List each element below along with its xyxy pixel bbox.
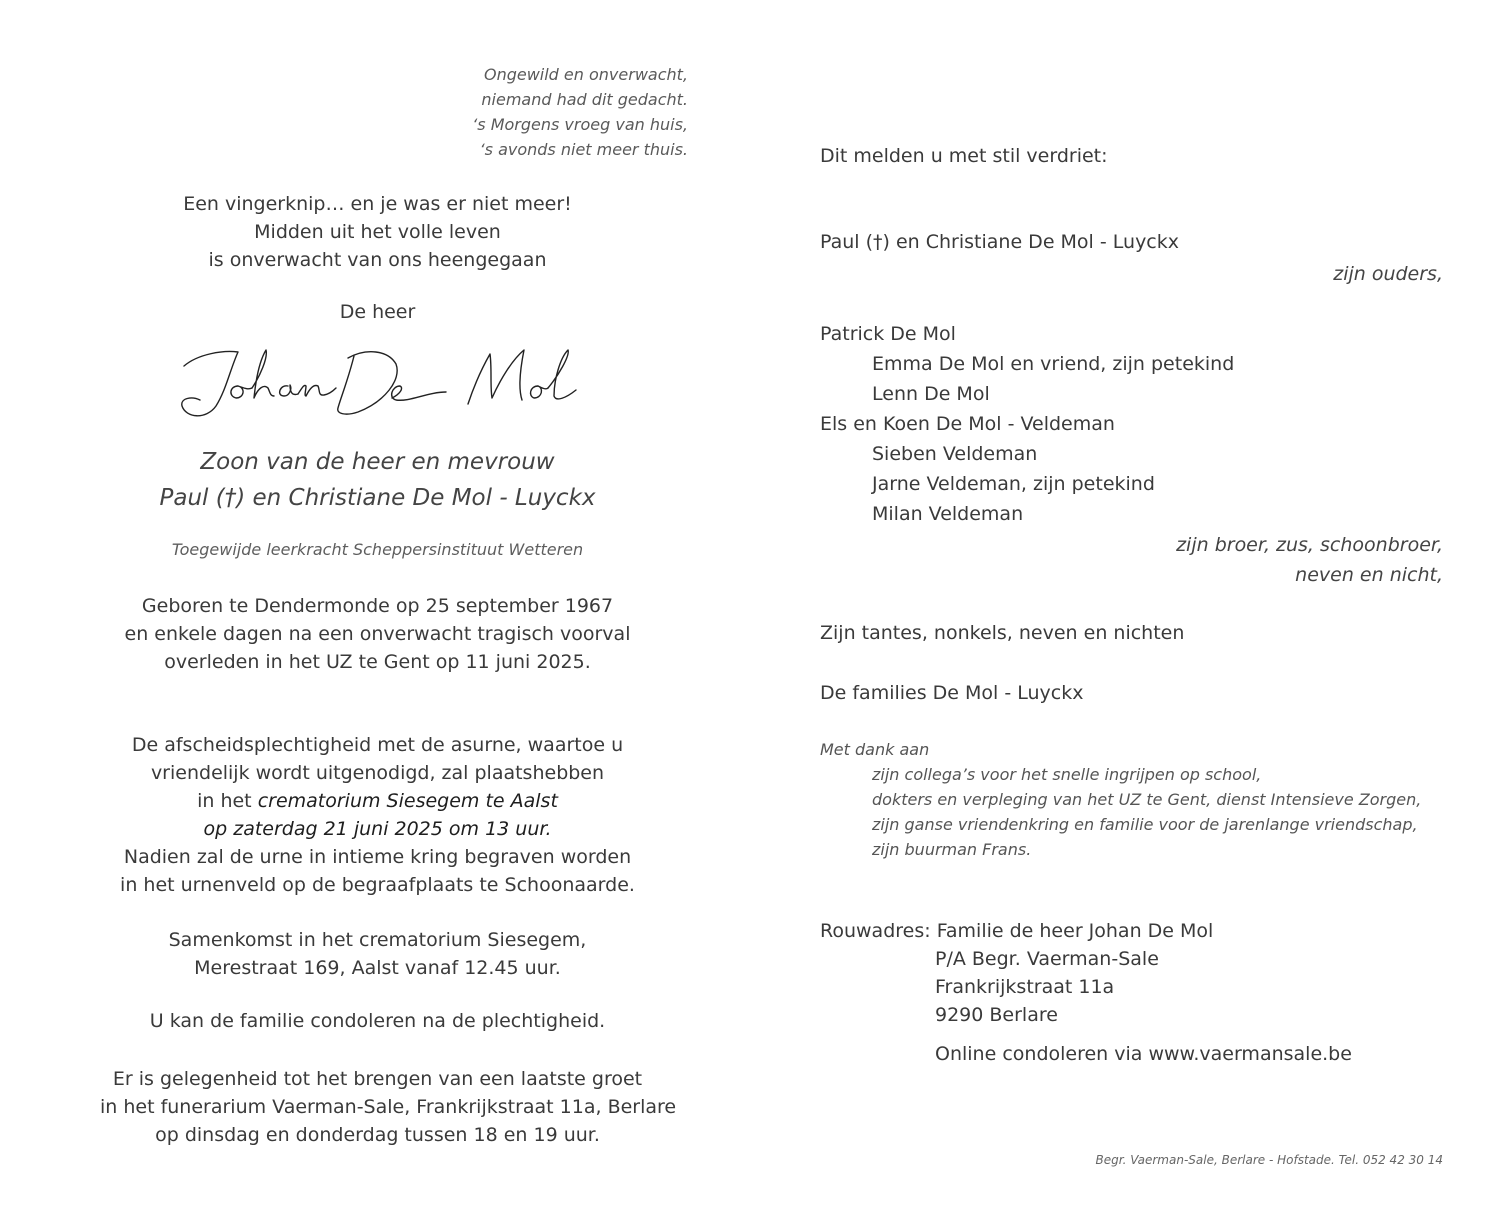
ceremony-line: De afscheidsplechtigheid met de asurne, waartoe u — [131, 734, 624, 756]
poem-line: Ongewild en onverwacht, — [483, 65, 688, 84]
intro-line: Midden uit het volle leven — [254, 221, 501, 243]
sibling-child: Milan Veldeman — [872, 503, 1024, 525]
ceremony-line — [100, 787, 655, 815]
profession: Toegewijde leerkracht Scheppersinstituut Wetteren — [171, 540, 584, 559]
viewing-line: Er is gelegenheid tot het brengen van een laatste groet — [112, 1068, 643, 1090]
gathering-info — [100, 926, 655, 982]
parents-relation: zijn ouders, — [1333, 263, 1443, 285]
address-line — [820, 917, 1213, 945]
ceremony-place: crematorium Siesegem te Aalst — [257, 790, 558, 812]
intro-line: is onverwacht van ons heengegaan — [208, 249, 547, 271]
ceremony-line: in het urnenveld op de begraafplaats te Schoonaarde. — [120, 874, 635, 896]
condolence-note: U kan de familie condoleren na de plechtigheid. — [149, 1010, 606, 1032]
sibling-child: Lenn De Mol — [872, 383, 990, 405]
birth-line: Geboren te Dendermonde op 25 september 1967 — [141, 595, 614, 617]
thanks-item: dokters en verpleging van het UZ te Gent, dienst Intensieve Zorgen, — [872, 790, 1422, 809]
extended-family: Zijn tantes, nonkels, neven en nichten — [820, 622, 1185, 644]
siblings-relation — [820, 530, 1443, 590]
birth-death — [100, 592, 655, 676]
thanks-heading: Met dank aan — [820, 740, 930, 759]
viewing-info — [100, 1065, 677, 1149]
sibling-child: Emma De Mol en vriend, zijn petekind — [872, 353, 1235, 375]
opening-poem — [380, 62, 688, 162]
salutation: De heer — [339, 301, 416, 323]
viewing-line: in het funerarium Vaerman-Sale, Frankrijkstraat 11a, Berlare — [100, 1096, 677, 1118]
intro-line: Een vingerknip… en je was er niet meer! — [183, 193, 572, 215]
son-of-line: Paul (†) en Christiane De Mol - Luyckx — [159, 485, 596, 511]
thanks-item: zijn buurman Frans. — [872, 840, 1032, 859]
ceremony-line: Nadien zal de urne in intieme kring begraven worden — [123, 846, 632, 868]
sibling-name: Patrick De Mol — [820, 323, 956, 345]
address-label: Rouwadres: — [820, 920, 931, 942]
relation-line: neven en nicht, — [1295, 564, 1443, 586]
address-line: Frankrijkstraat 11a — [935, 976, 1115, 998]
sibling-child: Sieben Veldeman — [872, 443, 1038, 465]
thanks-section — [820, 737, 1421, 862]
viewing-line: op dinsdag en donderdag tussen 18 en 19 uur. — [155, 1124, 600, 1146]
son-of — [100, 444, 655, 516]
address-recipient: Familie de heer Johan De Mol — [936, 920, 1214, 942]
poem-line: ‘s Morgens vroeg van huis, — [472, 115, 688, 134]
poem-line: ‘s avonds niet meer thuis. — [479, 140, 688, 159]
online-condolence: Online condoleren via www.vaermansale.be — [935, 1043, 1352, 1065]
thanks-item: zijn collega’s voor het snelle ingrijpen op school, — [872, 765, 1262, 784]
announcement: Dit melden u met stil verdriet: — [820, 145, 1108, 167]
address-line: P/A Begr. Vaerman-Sale — [935, 948, 1159, 970]
thanks-item: zijn ganse vriendenkring en familie voor de jarenlange vriendschap, — [872, 815, 1418, 834]
ceremony-info — [100, 731, 655, 899]
birth-line: overleden in het UZ te Gent op 11 juni 2025. — [164, 651, 591, 673]
gathering-line: Samenkomst in het crematorium Siesegem, — [168, 929, 587, 951]
intro-text — [100, 190, 655, 274]
sibling-child: Jarne Veldeman, zijn petekind — [872, 473, 1155, 495]
families: De families De Mol - Luyckx — [820, 682, 1084, 704]
address-line: 9290 Berlare — [935, 1004, 1058, 1026]
poem-line: niemand had dit gedacht. — [481, 90, 688, 109]
gathering-line: Merestraat 169, Aalst vanaf 12.45 uur. — [194, 957, 561, 979]
name-signature — [178, 340, 583, 424]
mourning-address — [820, 917, 1213, 1029]
birth-line: en enkele dagen na een onverwacht tragisch voorval — [124, 623, 631, 645]
printer-credit: Begr. Vaerman-Sale, Berlare - Hofstade. Tel. 052 42 30 14 — [1095, 1153, 1443, 1167]
son-of-line: Zoon van de heer en mevrouw — [200, 449, 555, 475]
ceremony-prefix: in het — [197, 790, 258, 812]
sibling-name: Els en Koen De Mol - Veldeman — [820, 413, 1115, 435]
relation-line: zijn broer, zus, schoonbroer, — [1176, 534, 1443, 556]
siblings-list — [820, 319, 1234, 529]
ceremony-line: vriendelijk wordt uitgenodigd, zal plaatshebben — [150, 762, 605, 784]
parents: Paul (†) en Christiane De Mol - Luyckx — [820, 231, 1180, 253]
ceremony-date: op zaterdag 21 juni 2025 om 13 uur. — [203, 818, 552, 840]
